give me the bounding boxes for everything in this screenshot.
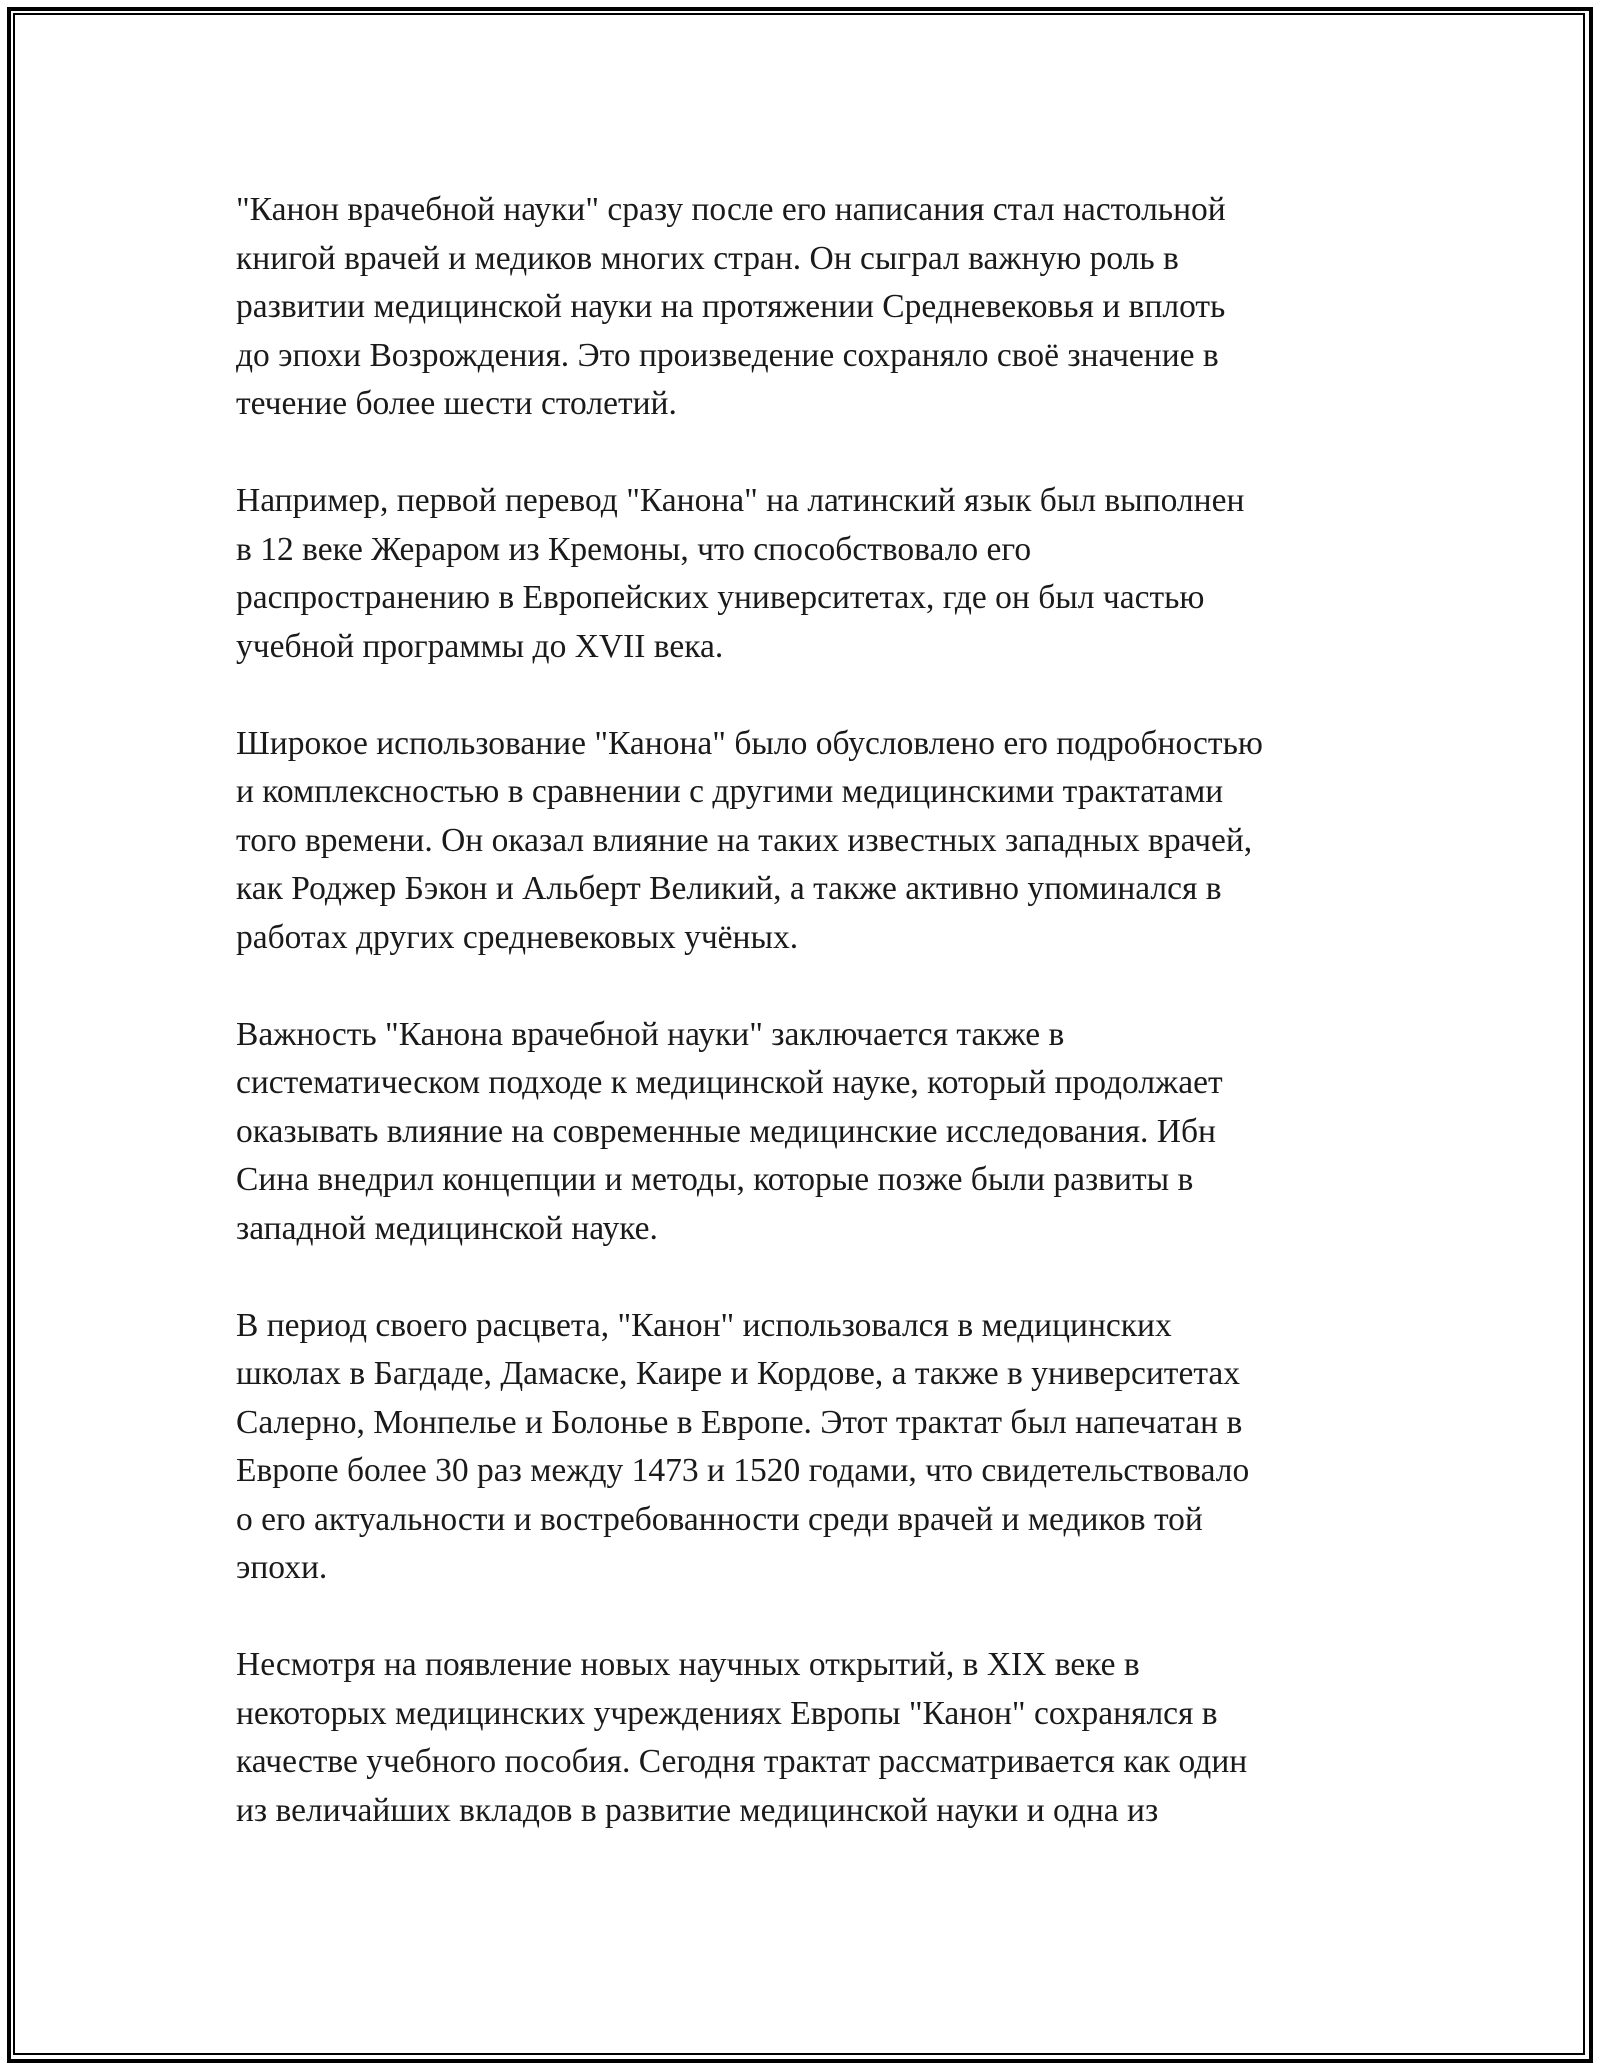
- text-line: западной медицинской науке.: [236, 1209, 658, 1247]
- text-line: о его актуальности и востребованности среди врачей и медиков той: [236, 1500, 1203, 1538]
- text-line: Широкое использование "Канона" было обусловлено его подробностью: [236, 724, 1263, 762]
- paragraph-5: [236, 1302, 1386, 1593]
- text-line: Сина внедрил концепции и методы, которые позже были развиты в: [236, 1161, 1194, 1198]
- document-body: [236, 186, 1386, 1884]
- text-line: книгой врачей и медиков многих стран. Он сыграл важную роль в: [236, 239, 1179, 277]
- text-line: течение более шести столетий.: [236, 385, 677, 422]
- text-line: эпохи.: [236, 1549, 328, 1586]
- text-line: в 12 веке Жераром из Кремоны, что способствовало его: [236, 530, 1032, 568]
- text-line: развитии медицинской науки на протяжении Средневековья и вплоть: [236, 288, 1226, 325]
- text-line: распространению в Европейских университетах, где он был частью: [236, 579, 1205, 616]
- text-line: Европе более 30 раз между 1473 и 1520 годами, что свидетельствовало: [236, 1452, 1250, 1489]
- paragraph-6: [236, 1641, 1386, 1835]
- text-line: некоторых медицинских учреждениях Европы "Канон" сохранялся в: [236, 1694, 1218, 1732]
- paragraph-3: [236, 720, 1386, 963]
- text-line: школах в Багдаде, Дамаске, Каире и Кордове, а также в университетах: [236, 1355, 1240, 1392]
- text-line: до эпохи Возрождения. Это произведение сохраняло своё значение в: [236, 336, 1219, 374]
- text-line: оказывать влияние на современные медицинские исследования. Ибн: [236, 1112, 1216, 1150]
- paragraph-2: [236, 477, 1386, 671]
- text-line: того времени. Он оказал влияние на таких известных западных врачей,: [236, 821, 1253, 859]
- text-line: как Роджер Бэкон и Альберт Великий, а также активно упоминался в: [236, 870, 1222, 907]
- text-line: качестве учебного пособия. Сегодня трактат рассматривается как один: [236, 1743, 1248, 1780]
- paragraph-4: [236, 1011, 1386, 1254]
- text-line: Несмотря на появление новых научных открытий, в XIX веке в: [236, 1646, 1140, 1683]
- text-line: учебной программы до XVII века.: [236, 627, 724, 665]
- text-line: систематическом подходе к медицинской науке, который продолжает: [236, 1064, 1223, 1101]
- text-line: и комплексностью в сравнении с другими медицинскими трактатами: [236, 773, 1224, 810]
- text-line: Салерно, Монпелье и Болонье в Европе. Этот трактат был напечатан в: [236, 1403, 1243, 1441]
- text-line: из величайших вкладов в развитие медицинской науки и одна из: [236, 1791, 1159, 1829]
- paragraph-1: [236, 186, 1386, 429]
- text-line: работах других средневековых учёных.: [236, 918, 799, 956]
- text-line: В период своего расцвета, "Канон" использовался в медицинских: [236, 1306, 1172, 1344]
- text-line: Важность "Канона врачебной науки" заключается также в: [236, 1015, 1065, 1053]
- text-line: Например, первой перевод "Канона" на латинский язык был выполнен: [236, 482, 1245, 519]
- text-line: "Канон врачебной науки" сразу после его написания стал настольной: [236, 191, 1226, 228]
